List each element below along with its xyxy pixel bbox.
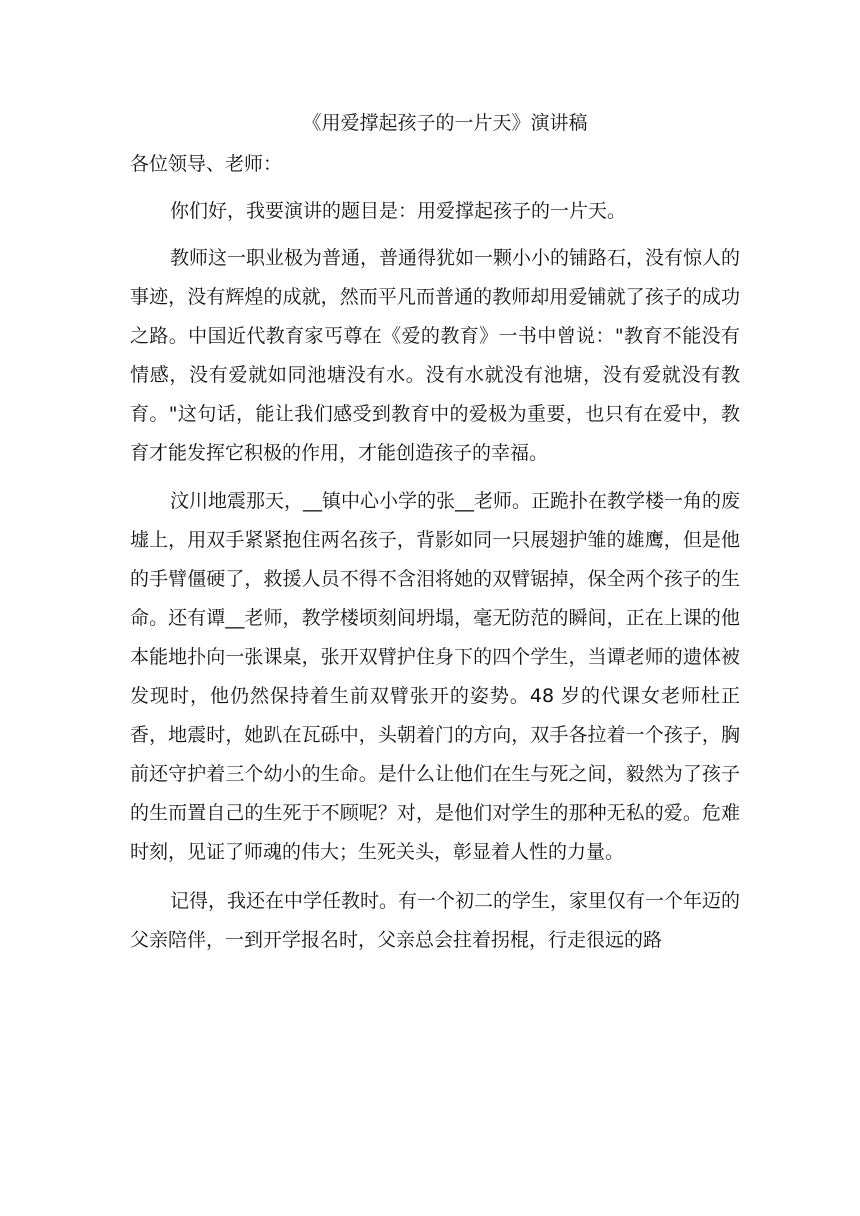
document-page <box>130 102 740 960</box>
salutation: 各位领导、老师： <box>130 153 283 175</box>
paragraph-memory: 记得，我还在中学任教时。有一个初二的学生，家里仅有一个年迈的父亲陪伴，一到开学报名时，父亲总会拄着拐棍，行走很远的路 <box>130 890 741 951</box>
paragraph-wenchuan-earthquake: 汶川地震那天，__镇中心小学的张__老师。正跪扑在教学楼一角的废墟上，用双手紧紧抱住两名孩子，背影如同一只展翅护雏的雄鹰，但是他的手臂僵硬了，救援人员不得不含泪将她的双臂锯掉，保全两个孩子的生命。还有谭__老师，教学楼顷刻间坍塌，毫无防范的瞬间，正在上课的他本能地扑向一张课桌，张开双臂护住身下的四个学生，当谭老师的遗体被发现时，他仍然保持着生前双臂张开的姿势。48 岁的代课女老师杜正香，地震时，她趴在瓦砾中，头朝着门的方向，双手各拉着一个孩子，胸前还守护着三个幼小的生命。是什么让他们在生与死之间，毅然为了孩子的生而置自己的生死于不顾呢？对，是他们对学生的那种无私的爱。危难时刻，见证了师魂的伟大；生死关头，彰显着人性的力量。 <box>130 490 741 863</box>
paragraph-greeting: 你们好，我要演讲的题目是：用爱撑起孩子的一片天。 <box>170 200 627 222</box>
document-title: 《用爱撑起孩子的一片天》演讲稿 <box>302 112 588 134</box>
paragraph-teacher-profession: 教师这一职业极为普通，普通得犹如一颗小小的铺路石，没有惊人的事迹，没有辉煌的成就，然而平凡而普通的教师却用爱铺就了孩子的成功之路。中国近代教育家丐尊在《爱的教育》一书中曾说："教育不能没有情感，没有爱就如同池塘没有水。没有水就没有池塘，没有爱就没有教育。"这句话，能让我们感受到教育中的爱极为重要，也只有在爱中，教育才能发挥它积极的作用，才能创造孩子的幸福。 <box>130 247 741 464</box>
